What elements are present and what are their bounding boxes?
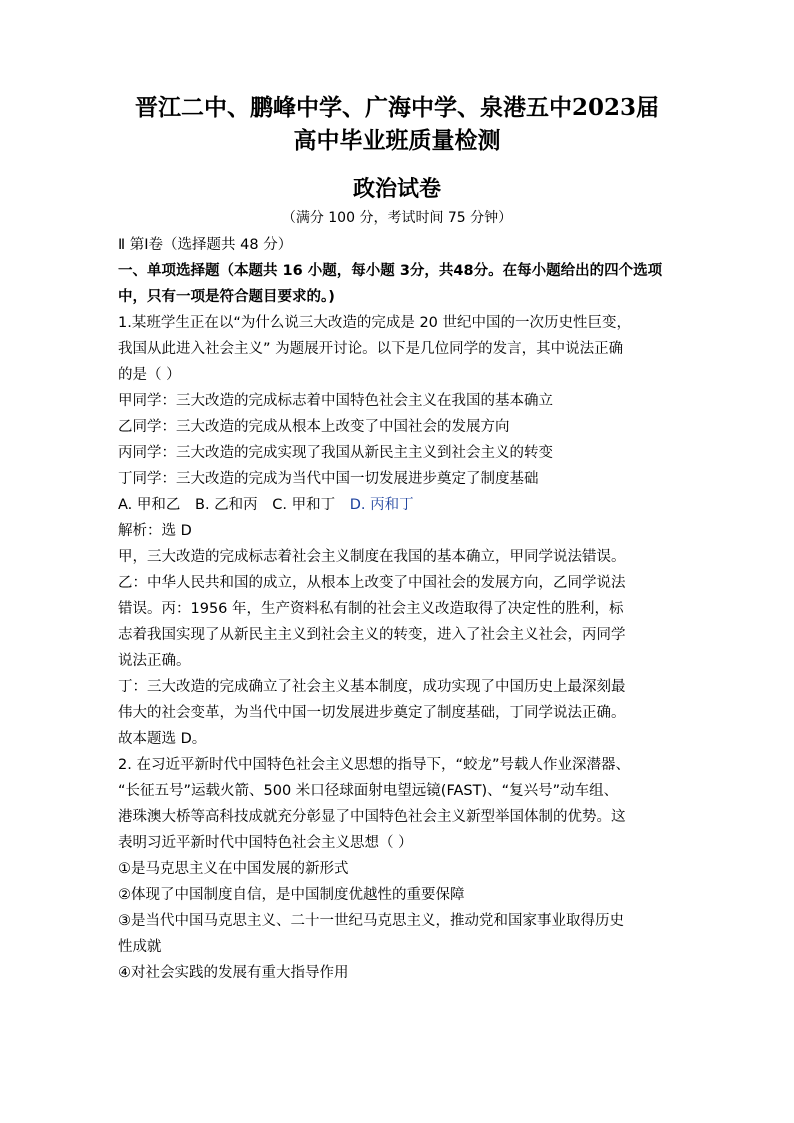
- q1-explanation-line8: 故本题选 D。: [118, 731, 207, 747]
- q1-statement-yi: 乙同学：三大改造的完成从根本上改变了中国社会的发展方向: [118, 419, 510, 435]
- q1-explanation-line2: 乙：中华人民共和国的成立，从根本上改变了中国社会的发展方向，乙同学说法: [118, 575, 626, 591]
- q2-stem-line4: 表明习近平新时代中国特色社会主义思想（ ）: [118, 835, 413, 851]
- q1-explanation-line6: 丁：三大改造的完成确立了社会主义基本制度，成功实现了中国历史上最深刻最: [118, 679, 626, 695]
- q1-statement-bing: 丙同学：三大改造的完成实现了我国从新民主主义到社会主义的转变: [118, 445, 553, 461]
- q1-stem-line1: 1.某班学生正在以“为什么说三大改造的完成是 20 世纪中国的一次历史性巨变，: [118, 315, 632, 331]
- q1-explanation-line7: 伟大的社会变革，为当代中国一切发展进步奠定了制度基础，丁同学说法正确。: [118, 705, 626, 721]
- q2-choice-4: ④对社会实践的发展有重大指导作用: [118, 965, 349, 981]
- q2-stem-line1: 2. 在习近平新时代中国特色社会主义思想的指导下，“蛟龙”号载人作业深潜器、: [118, 757, 630, 773]
- q1-answer: 解析：选 D: [118, 523, 192, 539]
- q1-options: [118, 492, 690, 518]
- exam-body: [118, 232, 690, 986]
- exam-title-line2: 高中毕业班质量检测: [293, 127, 501, 154]
- q1-explanation-line5: 说法正确。: [118, 653, 191, 669]
- subject-title: 政治试卷: [352, 176, 441, 202]
- q1-stem-line3: 的是（ ）: [118, 367, 181, 383]
- q1-stem-line2: 我国从此进入社会主义” 为题展开讨论。以下是几位同学的发言，其中说法正确: [118, 341, 624, 357]
- exam-info: （满分 100 分，考试时间 75 分钟）: [281, 210, 513, 226]
- q1-option-a: A. 甲和乙: [118, 497, 181, 513]
- q2-choice-3-line2: 性成就: [118, 939, 162, 955]
- q1-explanation-line3: 错误。丙：1956 年，生产资料私有制的社会主义改造取得了决定性的胜利，标: [118, 601, 624, 617]
- q1-statement-jia: 甲同学：三大改造的完成标志着中国特色社会主义在我国的基本确立: [118, 393, 553, 409]
- exam-title-line1: 晋江二中、鹏峰中学、广海中学、泉港五中2023届: [134, 94, 659, 121]
- q1-explanation-line4: 志着我国实现了从新民主主义到社会主义的转变，进入了社会主义社会，丙同学: [118, 627, 626, 643]
- q2-choice-2: ②体现了中国制度自信，是中国制度优越性的重要保障: [118, 887, 465, 903]
- q1-statement-ding: 丁同学：三大改造的完成为当代中国一切发展进步奠定了制度基础: [118, 471, 539, 487]
- q1-explanation-line1: 甲，三大改造的完成标志着社会主义制度在我国的基本确立，甲同学说法错误。: [118, 549, 626, 565]
- q2-stem-line2: “长征五号”运载火箭、500 米口径球面射电望远镜(FAST)、“复兴号”动车组、: [118, 783, 619, 799]
- q2-choice-3-line1: ③是当代中国马克思主义、二十一世纪马克思主义，推动党和国家事业取得历史: [118, 913, 624, 929]
- question-2: [118, 752, 690, 986]
- volume-heading: Ⅱ 第Ⅰ卷（选择题共 48 分）: [118, 237, 293, 253]
- q1-option-d: D. 丙和丁: [349, 497, 414, 513]
- q1-option-c: C. 甲和丁: [272, 497, 336, 513]
- q2-stem-line3: 港珠澳大桥等高科技成就充分彰显了中国特色社会主义新型举国体制的优势。这: [118, 809, 626, 825]
- question-1: [118, 310, 690, 752]
- section-heading-line2: 中，只有一项是符合题目要求的。): [118, 289, 335, 305]
- q1-option-b: B. 乙和丙: [195, 497, 258, 513]
- section-heading-line1: 一、单项选择题（本题共 16 小题，每小题 3分，共48分。在每小题给出的四个选项: [118, 263, 663, 279]
- q2-choice-1: ①是马克思主义在中国发展的新形式: [118, 861, 349, 877]
